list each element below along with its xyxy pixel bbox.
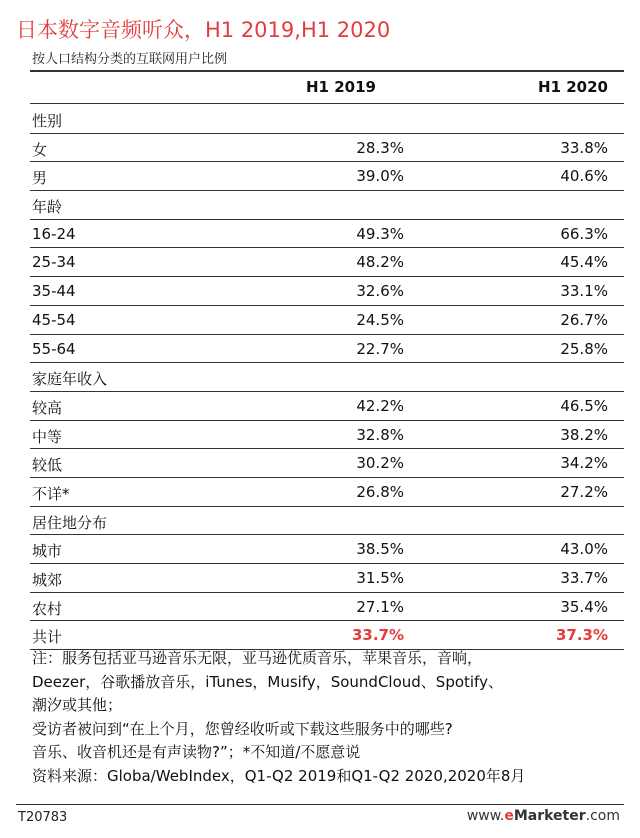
- value-2019: 48.2%: [356, 253, 404, 272]
- chart-subtitle: 按人口结构分类的互联网用户比例: [32, 52, 228, 67]
- top-rule: [30, 70, 624, 72]
- table-row: [30, 134, 624, 163]
- value-2020: 40.6%: [560, 167, 608, 186]
- brand-prefix: www.: [466, 808, 505, 824]
- value-2020: 37.3%: [555, 626, 608, 645]
- header-rule: [30, 103, 624, 104]
- section-row: [30, 363, 624, 392]
- row-label: 城市: [32, 542, 63, 561]
- note-line: 受访者被问到“在上个月，您曾经收听或下载这些服务中的哪些?: [32, 719, 453, 738]
- value-2019: 26.8%: [356, 482, 404, 501]
- value-2020: 35.4%: [560, 597, 608, 616]
- table-row: [30, 449, 624, 478]
- value-2020: 33.7%: [560, 569, 608, 587]
- value-2019: 32.6%: [356, 282, 404, 301]
- value-2020: 34.2%: [560, 454, 608, 473]
- value-2019: 24.5%: [356, 310, 404, 329]
- total-row: [30, 621, 624, 650]
- table-row: [30, 535, 624, 564]
- section-label: 居住地分布: [32, 513, 108, 532]
- chart-title: 日本数字音频听众，H1 2019,H1 2020: [16, 18, 391, 42]
- brand-suffix: .com: [585, 808, 620, 824]
- value-2020: 45.4%: [560, 253, 608, 272]
- table-row: [30, 478, 624, 507]
- note-line: 资料来源：Globa/WebIndex，Q1-Q2 2019和Q1-Q2 2020,2020年8月: [32, 766, 526, 785]
- row-label: 共计: [32, 628, 63, 647]
- table-row: [30, 335, 624, 364]
- emarketer-logo: [467, 808, 620, 824]
- brand-name: Marketer: [513, 808, 586, 824]
- note-line: Deezer，谷歌播放音乐，iTunes，Musify，SoundCloud、Spotify、: [32, 672, 503, 691]
- value-2019: 38.5%: [356, 540, 404, 559]
- row-label: 男: [32, 169, 48, 188]
- chart-code: T20783: [18, 810, 68, 825]
- row-label: 25-34: [32, 253, 76, 272]
- value-2020: 38.2%: [560, 425, 608, 444]
- value-2019: 32.8%: [356, 425, 404, 444]
- section-label: 性别: [32, 112, 63, 130]
- row-label: 中等: [32, 427, 63, 446]
- value-2020: 46.5%: [560, 396, 608, 415]
- row-label: 农村: [32, 599, 63, 618]
- value-2020: 33.1%: [560, 282, 608, 301]
- row-label: 不详*: [32, 484, 70, 503]
- section-label: 家庭年收入: [32, 370, 108, 389]
- value-2019: 22.7%: [356, 339, 404, 358]
- row-label: 女: [32, 140, 48, 159]
- table-row: [30, 220, 624, 249]
- row-label: 16-24: [32, 224, 76, 243]
- value-2019: 28.3%: [356, 138, 404, 157]
- row-label: 35-44: [32, 282, 76, 301]
- section-row: [30, 191, 624, 220]
- note-line: 音乐、收音机还是有声读物?”；*不知道/不愿意说: [32, 743, 361, 761]
- bottom-rule: [16, 804, 624, 805]
- row-label: 较高: [32, 398, 63, 417]
- table-row: [30, 162, 624, 191]
- value-2020: 66.3%: [560, 224, 608, 243]
- table-row: [30, 277, 624, 306]
- section-row: [30, 105, 624, 134]
- row-label: 45-54: [32, 310, 76, 329]
- column-header-2019: H1 2019: [306, 78, 376, 96]
- value-2020: 33.8%: [560, 138, 608, 157]
- value-2020: 43.0%: [560, 540, 608, 559]
- value-2020: 25.8%: [560, 339, 608, 358]
- notes: [32, 647, 602, 788]
- data-table: [30, 105, 624, 650]
- table-row: [30, 564, 624, 593]
- row-label: 较低: [32, 456, 63, 475]
- table-row: [30, 392, 624, 421]
- note-line: 潮汐或其他；: [32, 696, 123, 714]
- table-row: [30, 421, 624, 450]
- table-row: [30, 306, 624, 335]
- value-2019: 31.5%: [356, 569, 404, 587]
- row-label: 城郊: [32, 571, 63, 589]
- value-2019: 33.7%: [351, 626, 404, 645]
- value-2019: 30.2%: [356, 454, 404, 473]
- row-label: 55-64: [32, 339, 76, 358]
- value-2020: 27.2%: [560, 482, 608, 501]
- note-line: 注：服务包括亚马逊音乐无限，亚马逊优质音乐，苹果音乐，音响，: [32, 649, 483, 667]
- value-2019: 27.1%: [356, 597, 404, 616]
- value-2019: 42.2%: [356, 396, 404, 415]
- section-row: [30, 507, 624, 536]
- column-header-2020: H1 2020: [538, 78, 608, 96]
- value-2019: 39.0%: [356, 167, 404, 186]
- value-2019: 49.3%: [356, 224, 404, 243]
- table-row: [30, 593, 624, 622]
- section-label: 年龄: [32, 198, 63, 217]
- brand-e: e: [504, 808, 514, 824]
- value-2020: 26.7%: [560, 310, 608, 329]
- table-row: [30, 248, 624, 277]
